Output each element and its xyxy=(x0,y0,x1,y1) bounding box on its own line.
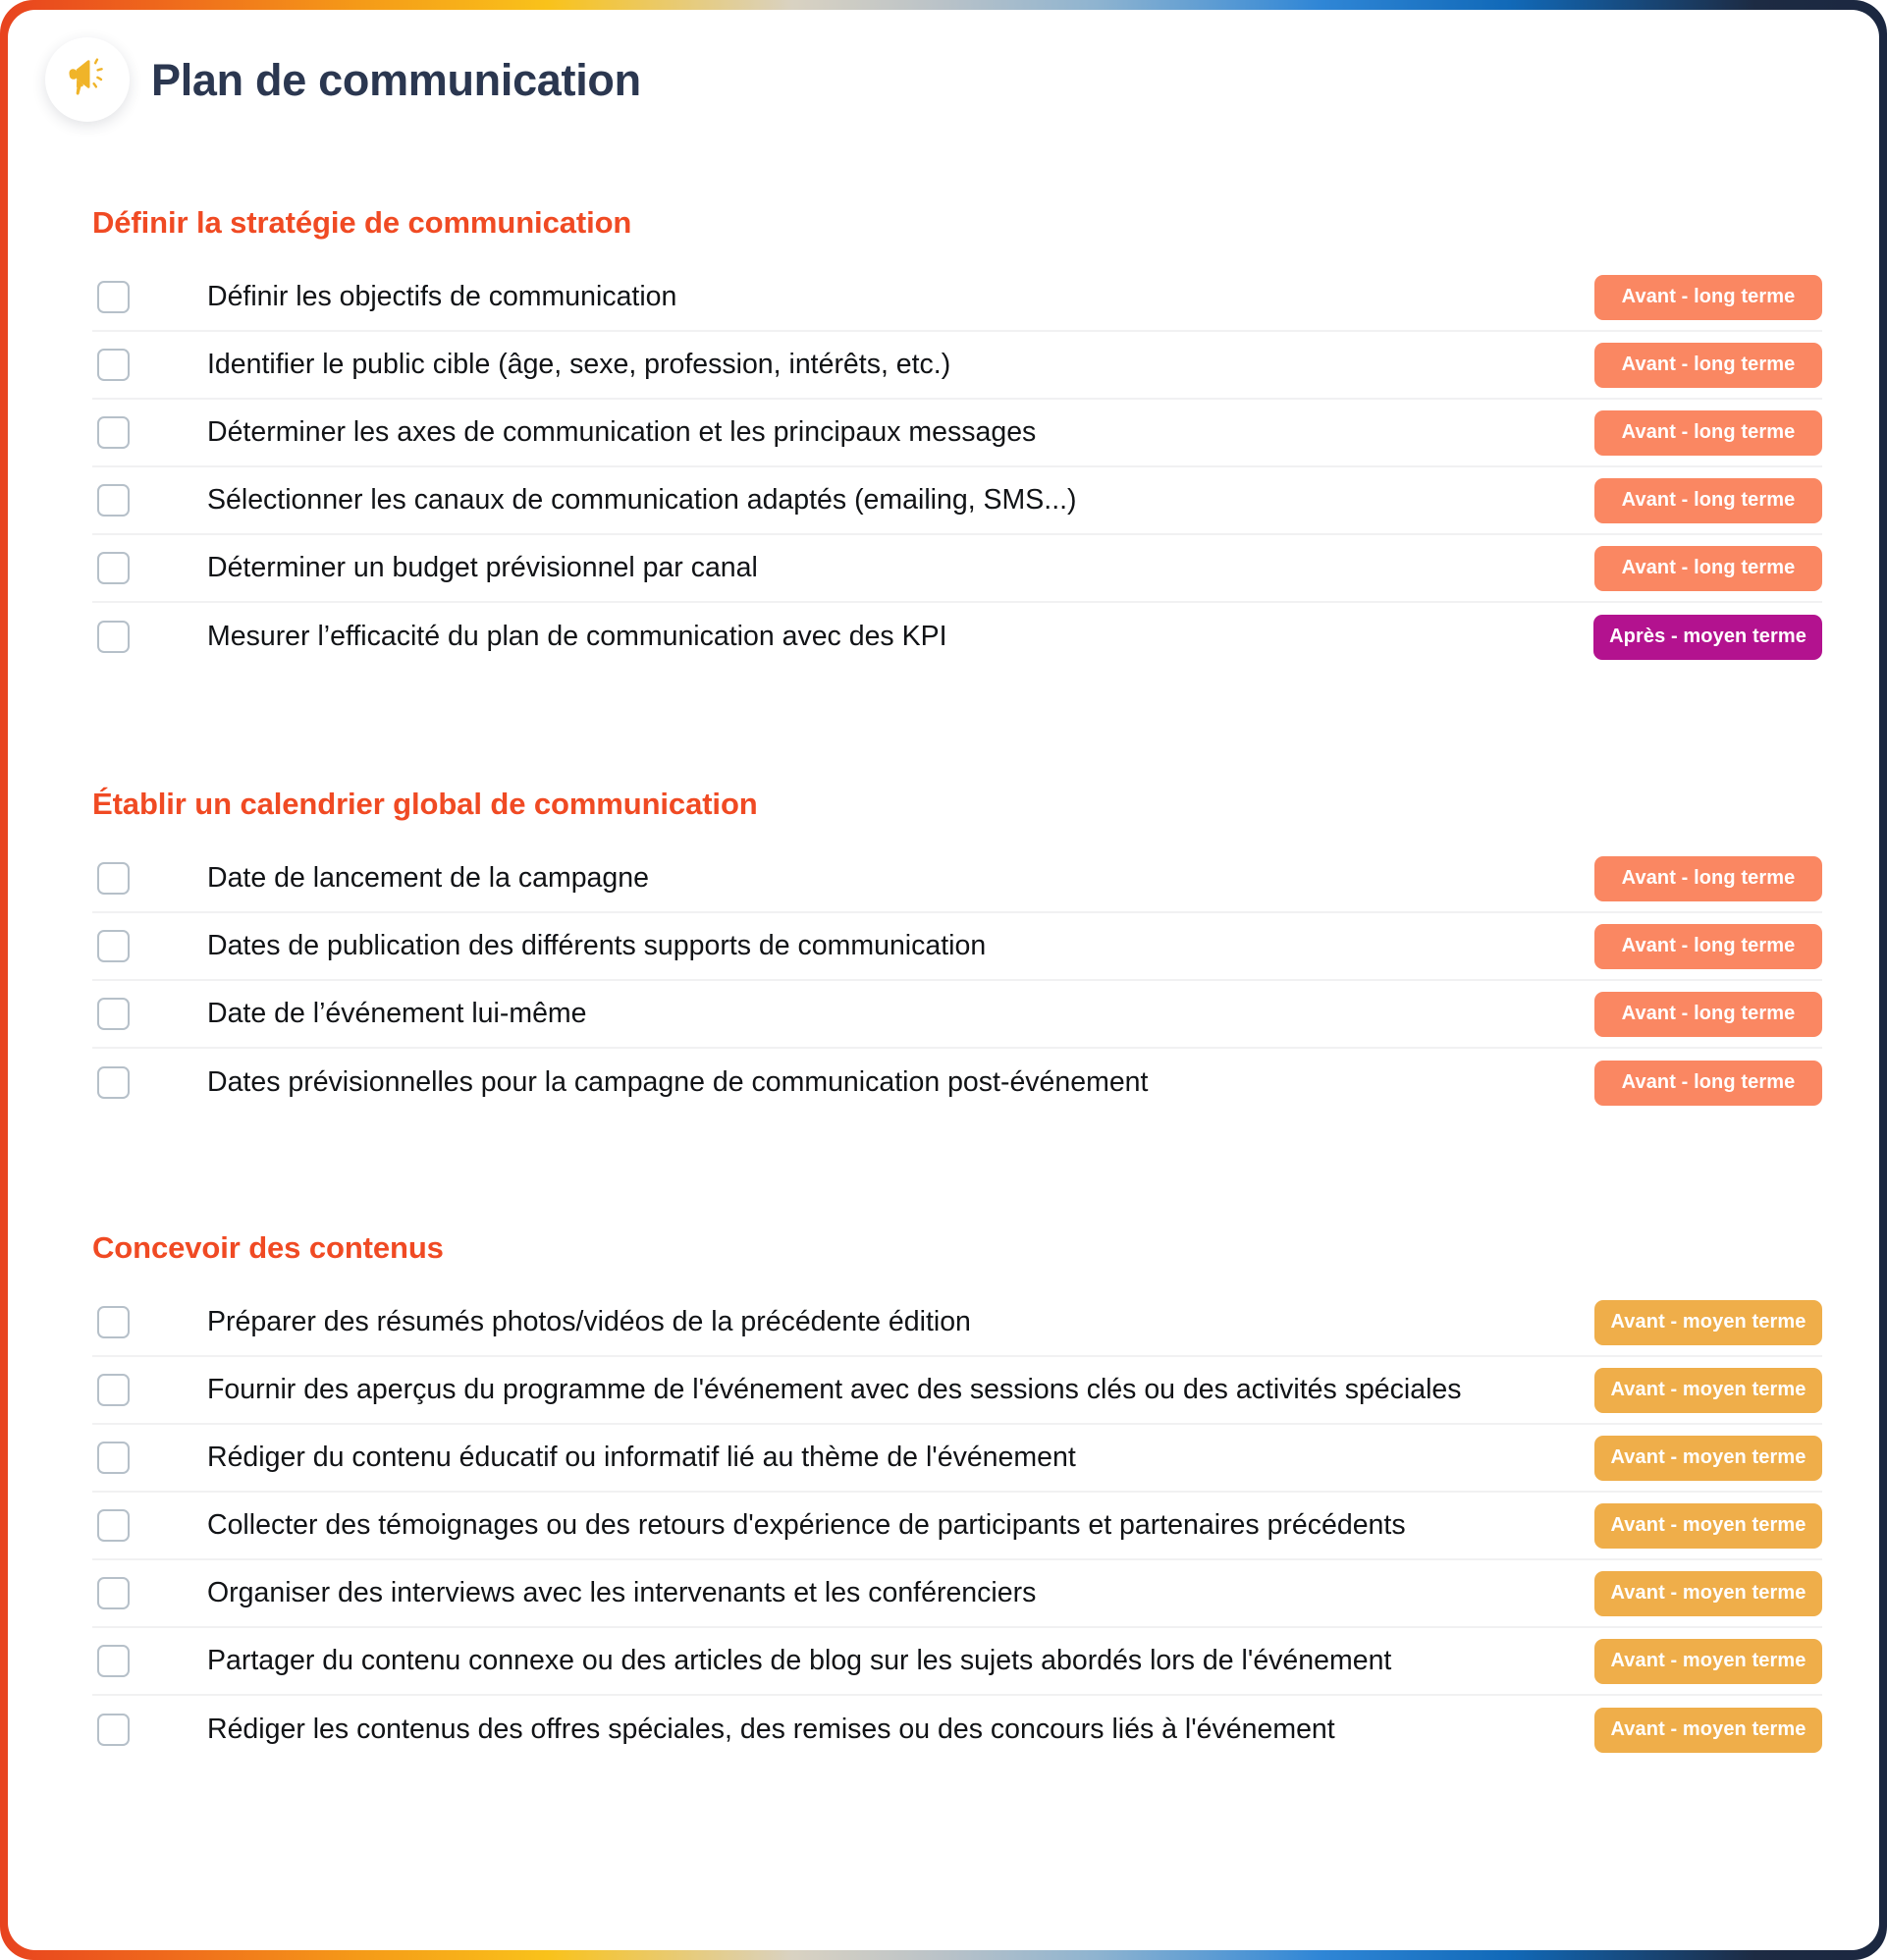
task-checkbox[interactable] xyxy=(97,1374,130,1406)
task-row[interactable] xyxy=(92,535,1822,603)
bottom-spacer xyxy=(92,1764,1822,1803)
task-row[interactable] xyxy=(92,1289,1822,1357)
task-timing-badge[interactable]: Avant - long terme xyxy=(1594,343,1822,388)
task-label: Organiser des interviews avec les intervenants et les conférenciers xyxy=(207,1576,1037,1608)
task-timing-badge[interactable]: Avant - long terme xyxy=(1594,1061,1822,1106)
task-label: Partager du contenu connexe ou des articles de blog sur les sujets abordés lors de l'événement xyxy=(207,1644,1392,1676)
task-label: Rédiger du contenu éducatif ou informatif lié au thème de l'événement xyxy=(207,1441,1076,1473)
task-checkbox[interactable] xyxy=(97,862,130,895)
task-checkbox[interactable] xyxy=(97,621,130,653)
task-checkbox[interactable] xyxy=(97,1306,130,1338)
megaphone-icon xyxy=(45,37,130,122)
task-checkbox[interactable] xyxy=(97,349,130,381)
task-timing-badge[interactable]: Avant - moyen terme xyxy=(1594,1571,1822,1616)
task-checkbox[interactable] xyxy=(97,1577,130,1609)
task-row[interactable] xyxy=(92,1357,1822,1425)
task-timing-badge[interactable]: Avant - moyen terme xyxy=(1594,1300,1822,1345)
task-label: Date de l’événement lui-même xyxy=(207,997,587,1029)
task-label: Définir les objectifs de communication xyxy=(207,280,677,312)
section-definir-strategie xyxy=(92,205,1822,671)
task-row[interactable] xyxy=(92,1425,1822,1493)
task-checkbox[interactable] xyxy=(97,416,130,449)
section-calendrier-global xyxy=(92,787,1822,1116)
task-row[interactable] xyxy=(92,264,1822,332)
task-row[interactable] xyxy=(92,845,1822,913)
task-timing-badge[interactable]: Avant - long terme xyxy=(1594,856,1822,901)
task-label: Rédiger les contenus des offres spéciales, des remises ou des concours liés à l'événement xyxy=(207,1713,1335,1745)
task-list xyxy=(92,1289,1822,1764)
task-timing-badge[interactable]: Avant - moyen terme xyxy=(1594,1503,1822,1549)
task-checkbox[interactable] xyxy=(97,1442,130,1474)
checklist-card xyxy=(8,10,1879,1950)
task-timing-badge[interactable]: Avant - moyen terme xyxy=(1594,1708,1822,1753)
task-timing-badge[interactable]: Avant - long terme xyxy=(1594,546,1822,591)
task-checkbox[interactable] xyxy=(97,930,130,962)
section-title: Établir un calendrier global de communication xyxy=(92,787,758,821)
section-title: Concevoir des contenus xyxy=(92,1230,444,1265)
task-row[interactable] xyxy=(92,1493,1822,1560)
task-label: Mesurer l’efficacité du plan de communication avec des KPI xyxy=(207,620,947,652)
task-row[interactable] xyxy=(92,467,1822,535)
task-timing-badge[interactable]: Avant - long terme xyxy=(1594,992,1822,1037)
task-row[interactable] xyxy=(92,1696,1822,1764)
task-label: Identifier le public cible (âge, sexe, profession, intérêts, etc.) xyxy=(207,348,951,380)
task-list xyxy=(92,264,1822,671)
task-row[interactable] xyxy=(92,332,1822,400)
checklist-content xyxy=(8,205,1879,1803)
task-row[interactable] xyxy=(92,400,1822,467)
task-checkbox[interactable] xyxy=(97,1509,130,1542)
task-label: Déterminer un budget prévisionnel par canal xyxy=(207,551,758,583)
task-row[interactable] xyxy=(92,1049,1822,1116)
task-label: Préparer des résumés photos/vidéos de la précédente édition xyxy=(207,1305,971,1337)
task-label: Fournir des aperçus du programme de l'événement avec des sessions clés ou des activités spéciales xyxy=(207,1373,1462,1405)
task-timing-badge[interactable]: Avant - long terme xyxy=(1594,478,1822,523)
page-title: Plan de communication xyxy=(151,54,641,105)
task-timing-badge[interactable]: Après - moyen terme xyxy=(1593,615,1822,660)
task-row[interactable] xyxy=(92,1560,1822,1628)
task-row[interactable] xyxy=(92,981,1822,1049)
task-label: Dates de publication des différents supports de communication xyxy=(207,929,987,961)
section-concevoir-contenus xyxy=(92,1230,1822,1764)
task-row[interactable] xyxy=(92,913,1822,981)
task-list xyxy=(92,845,1822,1116)
task-checkbox[interactable] xyxy=(97,998,130,1030)
page-header xyxy=(8,10,1879,122)
task-timing-badge[interactable]: Avant - moyen terme xyxy=(1594,1368,1822,1413)
task-label: Sélectionner les canaux de communication adaptés (emailing, SMS...) xyxy=(207,483,1077,516)
task-timing-badge[interactable]: Avant - moyen terme xyxy=(1594,1436,1822,1481)
task-label: Collecter des témoignages ou des retours d'expérience de participants et partenaires précédents xyxy=(207,1508,1406,1541)
task-row[interactable] xyxy=(92,603,1822,671)
task-timing-badge[interactable]: Avant - long terme xyxy=(1594,275,1822,320)
task-checkbox[interactable] xyxy=(97,484,130,517)
task-checkbox[interactable] xyxy=(97,1066,130,1099)
task-timing-badge[interactable]: Avant - long terme xyxy=(1594,924,1822,969)
task-checkbox[interactable] xyxy=(97,1645,130,1677)
task-checkbox[interactable] xyxy=(97,281,130,313)
task-label: Déterminer les axes de communication et les principaux messages xyxy=(207,415,1037,448)
task-row[interactable] xyxy=(92,1628,1822,1696)
task-label: Date de lancement de la campagne xyxy=(207,861,649,894)
task-timing-badge[interactable]: Avant - moyen terme xyxy=(1594,1639,1822,1684)
task-timing-badge[interactable]: Avant - long terme xyxy=(1594,410,1822,456)
task-label: Dates prévisionnelles pour la campagne de communication post-événement xyxy=(207,1065,1149,1098)
section-title: Définir la stratégie de communication xyxy=(92,205,632,240)
task-checkbox[interactable] xyxy=(97,552,130,584)
task-checkbox[interactable] xyxy=(97,1714,130,1746)
